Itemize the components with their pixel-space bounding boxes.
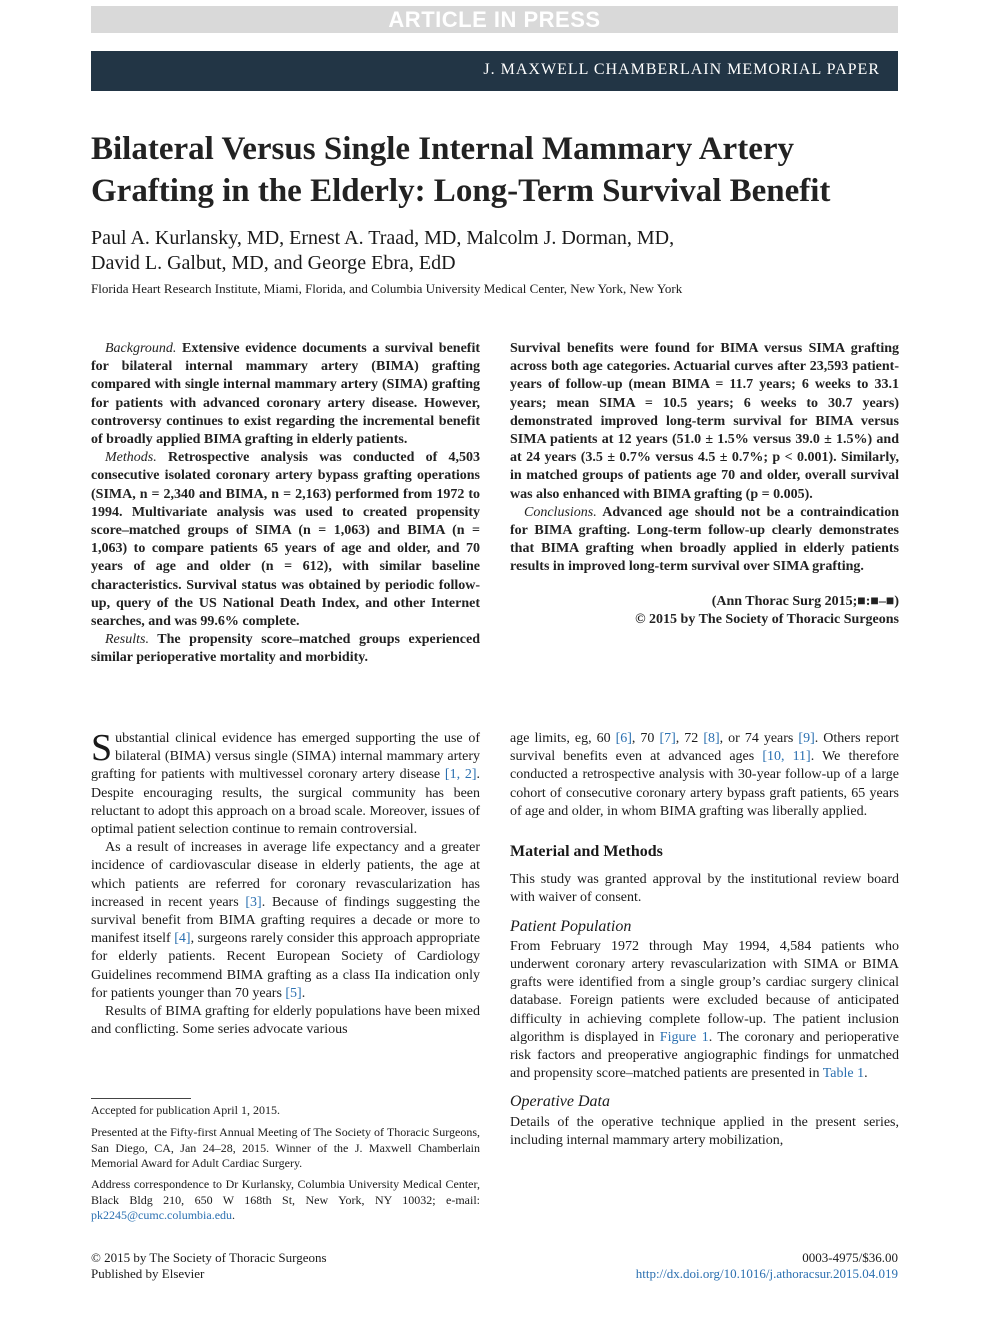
article-title: Bilateral Versus Single Internal Mammary Artery Grafting in the Elderly: Long-Term Survival Benefit: [91, 131, 831, 209]
journal-citation: (Ann Thorac Surg 2015;■:■–■) © 2015 by The Society of Thoracic Surgeons: [510, 593, 899, 629]
abstract-results-continued: Survival benefits were found for BIMA versus SIMA grafting across both age categories. Actuarial curves after 23,593 patient-years of follow-up (mean BIMA = 11.7 years; 6 weeks to 33.1 years; mean SIMA = 10.5 years; 6 weeks to 30.7 years) demonstrated improved long-term survival for BIMA versus SIMA patients at 12 years (51.0 ± 1.5% versus 39.0 ± 1.5%) and at 24 years (3.5 ± 0.7% versus 4.5 ± 0.7%; p < 0.001). Similarly, in matched groups of patients age 70 and older, overall survival was also enhanced with BIMA grafting (p = 0.005).: [510, 341, 899, 502]
results-label: Results.: [105, 632, 149, 648]
intro-paragraph-1: Substantial clinical evidence has emerged supporting the use of bilateral (BIMA) versus single (SIMA) internal mammary artery grafting for patients with multivessel coronary artery disease [1, 2]. Despite encouraging results, the surgical community has been reluctant to adopt this approach on a broad scale. Moreover, issues of optimal patient selection continue to remain controversial.: [91, 727, 481, 838]
abstract-left-column: [91, 340, 480, 668]
ref-link-9[interactable]: [9]: [798, 731, 815, 746]
footer-left: [91, 1250, 327, 1282]
ref-link-7[interactable]: [7]: [659, 731, 676, 746]
body-right-column: [510, 730, 899, 1150]
intro-paragraph-2: As a result of increases in average life expectancy and a greater incidence of cardiovascular disease in elderly patients, the age at which patients are referred for coronary revascularization has increased in recent years [3]. Because of findings suggesting the survival benefit from BIMA grafting requires a decade or more to manifest itself [4], surgeons rarely consider this approach appropriate for elderly patients. Recent European Society of Cardiology Guidelines recommend BIMA grafting as a class IIa indication only for patients younger than 70 years [5].: [91, 840, 481, 1001]
conclusions-label: Conclusions.: [524, 504, 597, 520]
section-label: J. MAXWELL CHAMBERLAIN MEMORIAL PAPER: [483, 61, 880, 78]
footnote-accepted: Accepted for publication April 1, 2015.: [91, 1103, 280, 1117]
article-in-press-banner: ARTICLE IN PRESS: [91, 6, 898, 33]
email-link[interactable]: pk2245@cumc.columbia.edu: [91, 1208, 233, 1222]
ref-link-4[interactable]: [4]: [174, 931, 191, 947]
abstract-background: Background. Extensive evidence documents a survival benefit for bilateral internal mammary artery (BIMA) grafting compared with single internal mammary artery (SIMA) grafting for patients with advanced coronary artery disease. However, controversy continues to exist regarding the incremental benefit of broadly applied BIMA grafting in elderly patients.: [91, 341, 481, 448]
section-header-band: [91, 51, 898, 91]
methods-label: Methods.: [105, 450, 157, 466]
operative-paragraph: Details of the operative technique applied in the present series, including internal mammary artery mobilization,: [510, 1114, 899, 1148]
footer-issn: 0003-4975/$36.00: [802, 1250, 898, 1265]
background-label: Background.: [105, 341, 177, 356]
abstract-conclusions: Conclusions. Advanced age should not be a contraindication for BIMA grafting. Long-term follow-up clearly demonstrates that BIMA grafting when broadly applied in elderly patients results in improved long-term survival over SIMA grafting.: [510, 504, 899, 575]
table-1-link[interactable]: Table 1: [822, 1066, 865, 1082]
footer-right: [636, 1250, 898, 1282]
ref-link-3[interactable]: [3]: [245, 894, 262, 910]
footer-copyright: © 2015 by The Society of Thoracic Surgeons: [91, 1250, 327, 1265]
footnote-address: Address correspondence to Dr Kurlansky, Columbia University Medical Center, Black Bldg 210, 650 W 168th St, New York, NY 10032; e-mail: pk2245@cumc.columbia.edu.: [91, 1177, 480, 1222]
section-heading-methods: Material and Methods: [510, 843, 663, 861]
ref-link-10-11[interactable]: [10, 11]: [762, 749, 811, 765]
population-paragraph: From February 1972 through May 1994, 4,584 patients who underwent coronary artery revascularization with SIMA or BIMA grafts were identified from a single group’s cardiac surgery clinical database. Foreign patients were excluded because of anticipated difficulty in achieving complete follow-up. The patient inclusion algorithm is displayed in Figure 1. The coronary and perioperative risk factors and preoperative angiographic findings for unmatched and propensity score–matched patients are presented in Table 1.: [510, 938, 900, 1082]
authors-line-1: Paul A. Kurlansky, MD, Ernest A. Traad, MD, Malcolm J. Dorman, MD,: [91, 227, 675, 249]
authors-line-2: David L. Galbut, MD, and George Ebra, EdD: [91, 252, 456, 274]
ref-link-8[interactable]: [8]: [703, 731, 720, 746]
abstract-methods: Methods. Retrospective analysis was conducted of 4,503 consecutive isolated coronary artery bypass grafting operations (SIMA, n = 2,340 and BIMA, n = 2,163) performed from 1972 to 1994. Multivariate analysis was used to created propensity score–matched groups of SIMA (n = 1,063) and BIMA (n = 1,063) to compare patients 65 years of age and older, and 70 years of age and older (n = 612), with similar baseline characteristics. Survival status was obtained by periodic follow-up, query of the US National Death Index, and other Internet searches, and was 99.6% complete.: [91, 450, 480, 630]
footnote-presented: Presented at the Fifty-first Annual Meeting of The Society of Thoracic Surgeons, San Diego, CA, Jan 24–28, 2015. Winner of the J. Maxwell Chamberlain Memorial Award for Adult Cardiac Surgery.: [91, 1125, 480, 1170]
figure-1-link[interactable]: Figure 1: [659, 1029, 709, 1045]
doi-link[interactable]: http://dx.doi.org/10.1016/j.athoracsur.2015.04.019: [635, 1266, 898, 1281]
drop-cap: S: [91, 727, 113, 769]
footer-publisher: Published by Elsevier: [91, 1266, 205, 1281]
ref-link-1-2[interactable]: [1, 2]: [444, 767, 477, 783]
abstract-copyright: © 2015 by The Society of Thoracic Surgeons: [635, 611, 899, 627]
footnote-divider: [91, 1098, 191, 1099]
intro-paragraph-3: Results of BIMA grafting for elderly populations have been mixed and conflicting. Some series advocate various: [91, 1004, 480, 1038]
subheading-patient-population: Patient Population: [510, 917, 632, 935]
ref-link-6[interactable]: [6]: [615, 731, 632, 746]
abstract-results: Results. The propensity score–matched groups experienced similar perioperative mortality and morbidity.: [91, 632, 481, 666]
ref-link-5[interactable]: [5]: [285, 985, 302, 1001]
methods-paragraph: This study was granted approval by the institutional review board with waiver of consent.: [510, 872, 899, 906]
affiliation: Florida Heart Research Institute, Miami, Florida, and Columbia University Medical Center, New York, New York: [91, 281, 683, 296]
intro-paragraph-continued: age limits, eg, 60 [6], 70 [7], 72 [8], or 74 years [9]. Others report survival benefits even at advanced ages [10, 11]. We therefore conducted a retrospective analysis with 30-year follow-up of a large cohort of consecutive coronary artery bypass graft patients, 65 years of age and older, in whom BIMA grafting was liberally applied.: [510, 731, 900, 819]
abstract-right-column: [510, 340, 899, 629]
body-left-column: [91, 727, 481, 1039]
author-list: [91, 226, 898, 276]
subheading-operative-data: Operative Data: [510, 1093, 610, 1111]
